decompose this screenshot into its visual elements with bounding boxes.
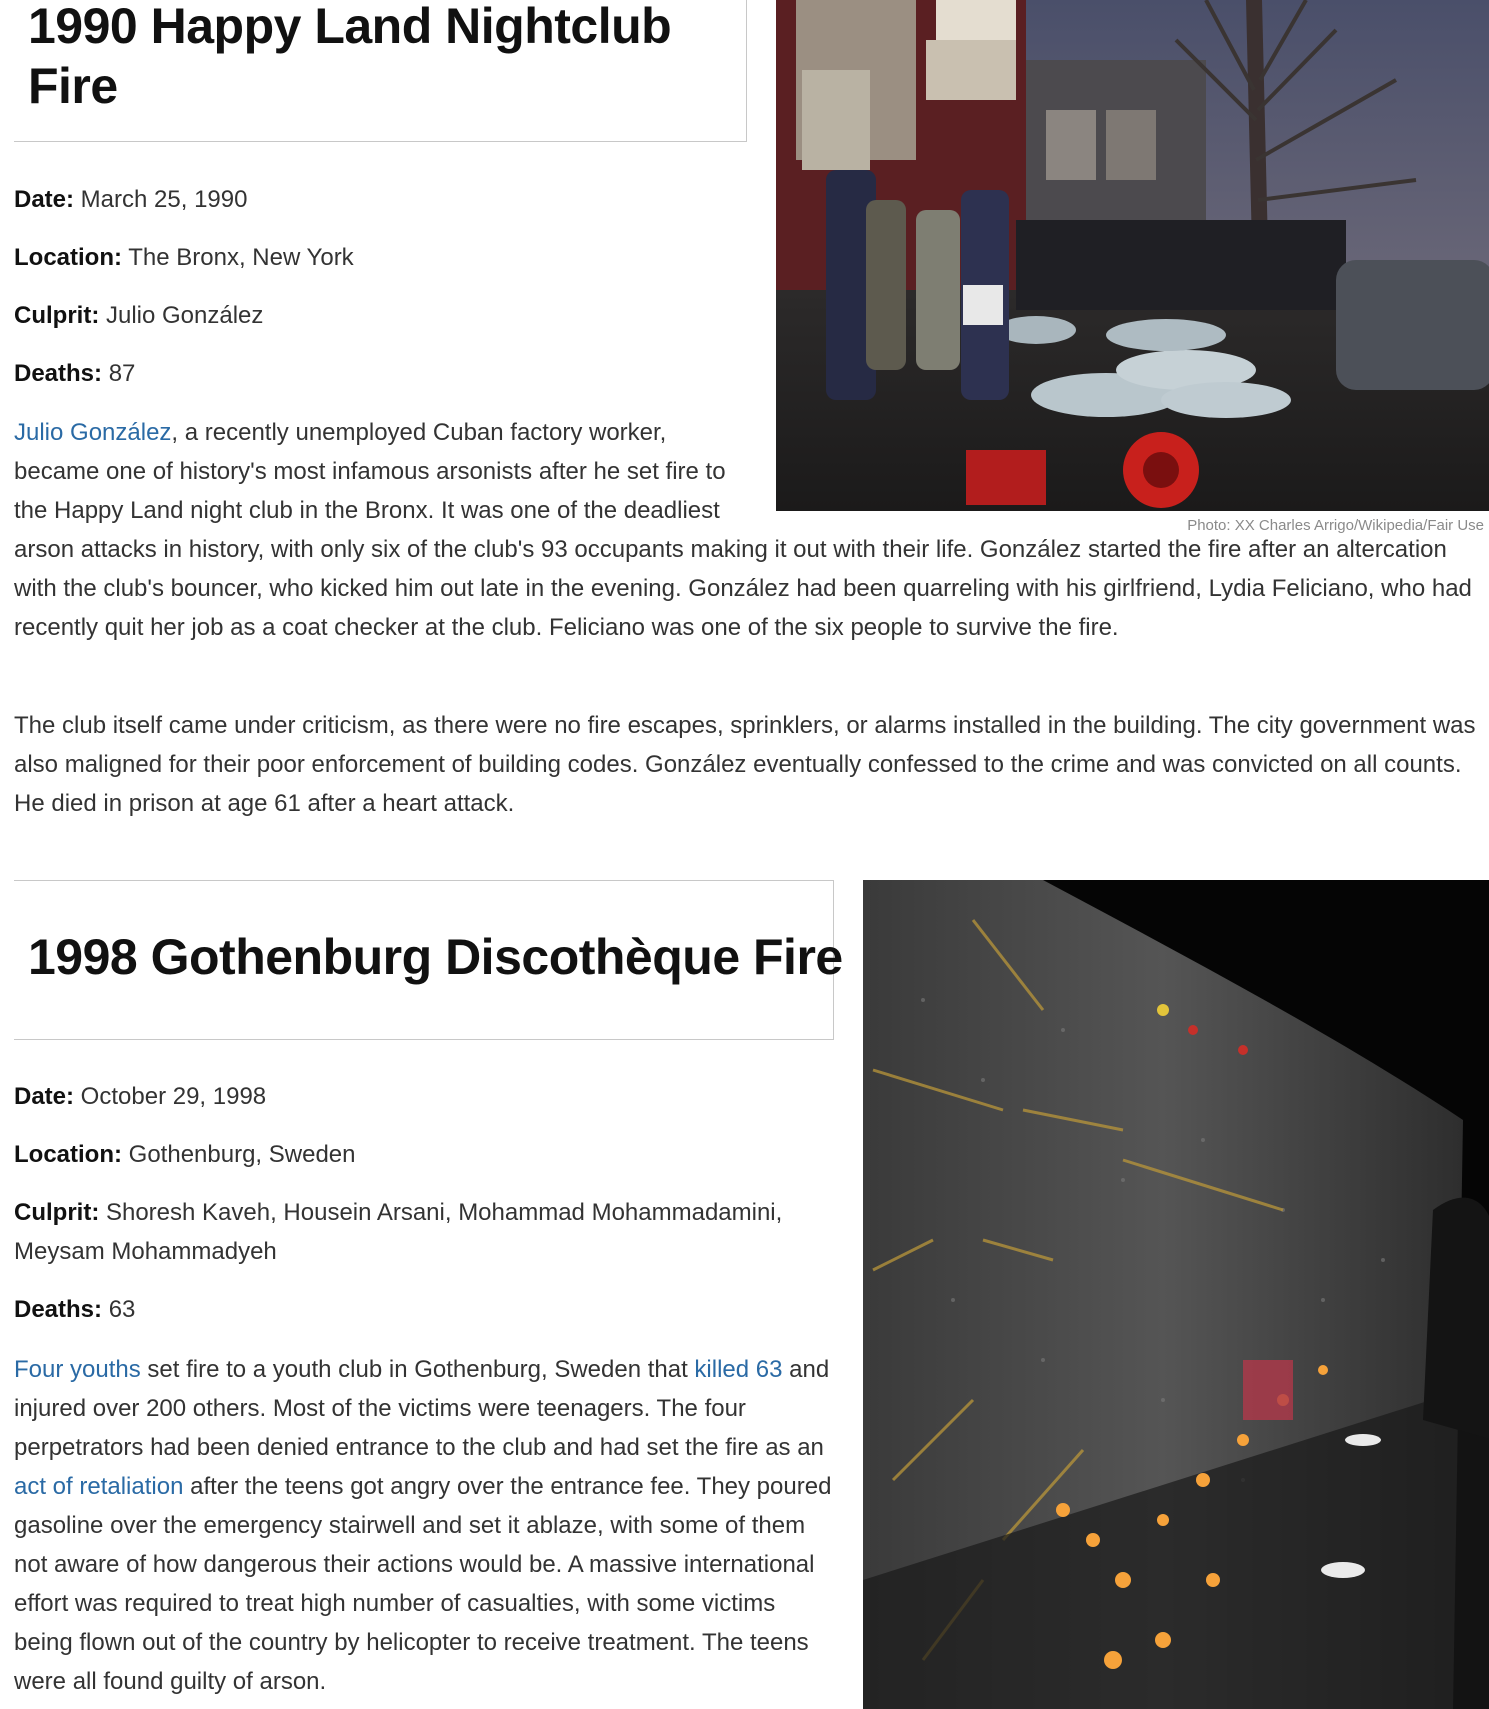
fact-label: Culprit: [14, 302, 100, 329]
body-paragraph [14, 706, 1480, 823]
fact-culprit [14, 296, 744, 335]
fact-label: Location: [14, 244, 122, 271]
section-title: 1990 Happy Land Nightclub Fire [28, 0, 672, 114]
fact-location [14, 238, 744, 277]
fact-date [14, 1077, 834, 1116]
link-killed-63[interactable]: killed 63 [694, 1356, 783, 1383]
link-act-of-retaliation[interactable]: act of retaliation [14, 1473, 184, 1500]
title-box [14, 880, 843, 1040]
paragraph-text: after the teens got angry over the entrance fee. They poured gasoline over the emergency stairwell and set it ablaze, with some of them not aware of how dangerous their actions would be. A massive international effort was required to treat high number of casualties, with some victims being flown out of the country by helicopter to receive treatment. The teens were all found guilty of arson. [14, 1473, 832, 1695]
fact-deaths [14, 354, 744, 393]
fact-value: October 29, 1998 [74, 1083, 267, 1110]
image-wrap-spacer [728, 413, 1480, 528]
photo-gothenburg-memorial [863, 880, 1489, 1709]
fact-value: Shoresh Kaveh, Housein Arsani, Mohammad Mohammadamini, Meysam Mohammadyeh [14, 1199, 783, 1265]
fact-value: Julio González [99, 302, 264, 329]
link-julio-gonzalez[interactable]: Julio González [14, 419, 172, 446]
fact-date [14, 180, 744, 219]
fact-value: The Bronx, New York [122, 244, 354, 271]
body-paragraph [14, 1350, 834, 1701]
fact-location [14, 1135, 834, 1174]
body-paragraph [14, 413, 1480, 647]
fact-value: March 25, 1990 [74, 186, 248, 213]
link-four-youths[interactable]: Four youths [14, 1356, 141, 1383]
fact-list [14, 180, 744, 412]
title-box [14, 0, 747, 142]
paragraph-text: set fire to a youth club in Gothenburg, Sweden that [140, 1356, 695, 1383]
photo-illustration [863, 880, 1489, 1709]
fact-culprit [14, 1193, 794, 1271]
fact-value: 63 [102, 1296, 136, 1323]
fact-label: Date: [14, 1083, 75, 1110]
photo-credit: Photo: XX Charles Arrigo/Wikipedia/Fair Use [1187, 517, 1484, 534]
fact-label: Date: [14, 186, 75, 213]
section-title: 1998 Gothenburg Discothèque Fire [28, 929, 843, 985]
fact-deaths [14, 1290, 834, 1329]
fact-label: Location: [14, 1141, 122, 1168]
fact-label: Culprit: [14, 1199, 100, 1226]
fact-value: 87 [102, 360, 136, 387]
fact-value: Gothenburg, Sweden [122, 1141, 356, 1168]
paragraph-text: The club itself came under criticism, as there were no fire escapes, sprinklers, or alarms installed in the building. The city government was also maligned for their poor enforcement of building codes. González eventually confessed to the crime and was convicted on all counts. He died in prison at age 61 after a heart attack. [14, 712, 1476, 817]
fact-label: Deaths: [14, 1296, 103, 1323]
fact-label: Deaths: [14, 360, 103, 387]
fact-list [14, 1077, 834, 1348]
paragraph-text: and injured over 200 others. Most of the victims were teenagers. The four perpetrators had been denied entrance to the club and had set the fire as an [14, 1356, 830, 1461]
paragraph-text: , a recently unemployed Cuban factory worker, became one of history's most infamous arsonists after he set fire to the Happy Land night club in the Bronx. It was one of the deadliest arson attacks in history, with only six of the club's 93 occupants making it out with their life. González started the fire after an altercation with the club's bouncer, who kicked him out late in the evening. González had been quarreling with his girlfriend, Lydia Feliciano, who had recently quit her job as a coat checker at the club. Feliciano was one of the six people to survive the fire. [14, 419, 1472, 641]
